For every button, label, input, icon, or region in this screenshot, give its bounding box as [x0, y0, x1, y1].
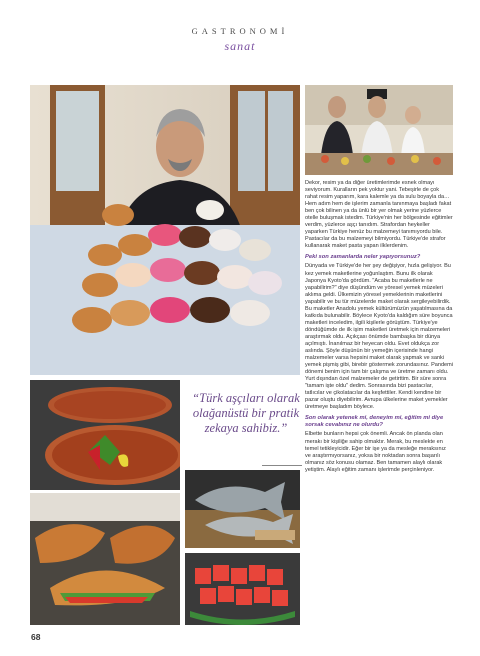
article-paragraph-2: Dünyada ve Türkiye'de her şey değişiyor, hızla gelişiyor. Bu kez yemek maketlerine yoğunlaştım. Bunu ilk olarak Japonya Kyoto'da gördüm. "Acaba bu maketlerle ne yapabilirim?" diye düşündüm ve yöresel yemek müzeleri aklıma geldi. Ülkemizin yöresel yemeklerinin maketlerini yapabilir ve bu tür müzelerde maket olarak sergileyebilirdik. Bu maketler Anadolu yemek kültürümüzün yaşatılmasına da katkıda bulunabilir. Böylece Kyoto'da kaldığım süre boyunca maketleri inceledim, ilgili kişilerle görüştüm. Türkiye'ye döndüğümde de ilk işim maketleri üretmek için malzemeleri araştırmak oldu. Açıkçası önümde bambaşka bir dünya açılmıştı. İnanılmaz bir heyecan oldu. Evet oldukça zor aslında. Şöyle düşünün bir yemeğin içerisinde hangi malzemeler varsa hepsini maket olarak yapmak ve sanki yemek pişmiş gibi, birebir göstermek zorundasınız. Pandemi dönemi benim için tam bir çalışma ve üretme zamanı oldu. Yurt dışından özel malzemeler de getirttim. Bir süre sonra "tamam işte oldu" dedim. Sonrasında bizi pastacılar, tatlıcılar ve çikolatacılar da keşfettiler. Kendi kendine bir pazar oluştu diyebilirim. Avrupa ülkelerine maket yemekler üretmeye başladım böylece.: [305, 263, 453, 411]
photo-fish-model: [185, 470, 300, 548]
section-title: GASTRONOMİ: [191, 26, 289, 36]
photo-lahmacun-model: [30, 380, 180, 490]
photo-watermelon-model: [185, 553, 300, 625]
article-question-1: Peki son zamanlarda neler yapıyorsunuz?: [305, 254, 421, 261]
pull-quote: “Türk aşçıları olarak olağanüstü bir pratik zekaya sahibiz.”: [192, 391, 300, 435]
article-question-2: Son olarak yetenek mi, deneyim mi, eğitim mi diye sorsak cevabınız ne olurdu?: [305, 415, 444, 429]
page-number: 68: [31, 632, 41, 642]
main-photo-chef-donuts: [30, 85, 300, 375]
photo-chefs-with-food-display: [305, 85, 453, 175]
article-paragraph-1: Dekor, resim ya da diğer üretimlerimde esnek olmayı seviyorum. Kuralların pek yoktur yani. Tebeşirle de çok rahat resim yaparım, kara kalemle ya da sulu boyayla da… Hem adım hem de işlerim zamanla tanınmaya başladı fakat ben çok bilinen ya da ünlü bir yer olmak yerine yüzlerce otelle buluşmak istedim. Türkiye'nin her bölgesinde eğitimler verdim, yüzlerce aşçı tanıdım. Strafordan heykeller yaparken Türkiye henüz bu malzemeyi tanımıyordu bile. Pastacılar da bu malzemeyi bilmiyordu. Türkiye'de strafor kullanarak maket pasta yapan ilklerdenim.: [305, 180, 453, 250]
quote-divider: [262, 465, 302, 466]
section-subtitle: sanat: [224, 39, 256, 53]
article-body: [305, 180, 453, 476]
photo-croissant-sandwich-model: [30, 493, 180, 625]
header-section: [0, 0, 480, 80]
article-paragraph-3: Elbette bunların hepsi çok önemli. Ancak ön planda olan merakı bir kişiliğe sahip olmaktır. Merak, bu meslekte en temel tetikleyicidir. Eğer bir işe ya da mesleğe meraksınız ve araştırmıyorsanız, yoksa bir noktadan sonra başarılı olmanız söz konusu olamaz. Ben tamamen alaylı olarak yetiştim. Alaylı eğitim zamanı işlerimde perçinleniyor.: [305, 431, 446, 473]
